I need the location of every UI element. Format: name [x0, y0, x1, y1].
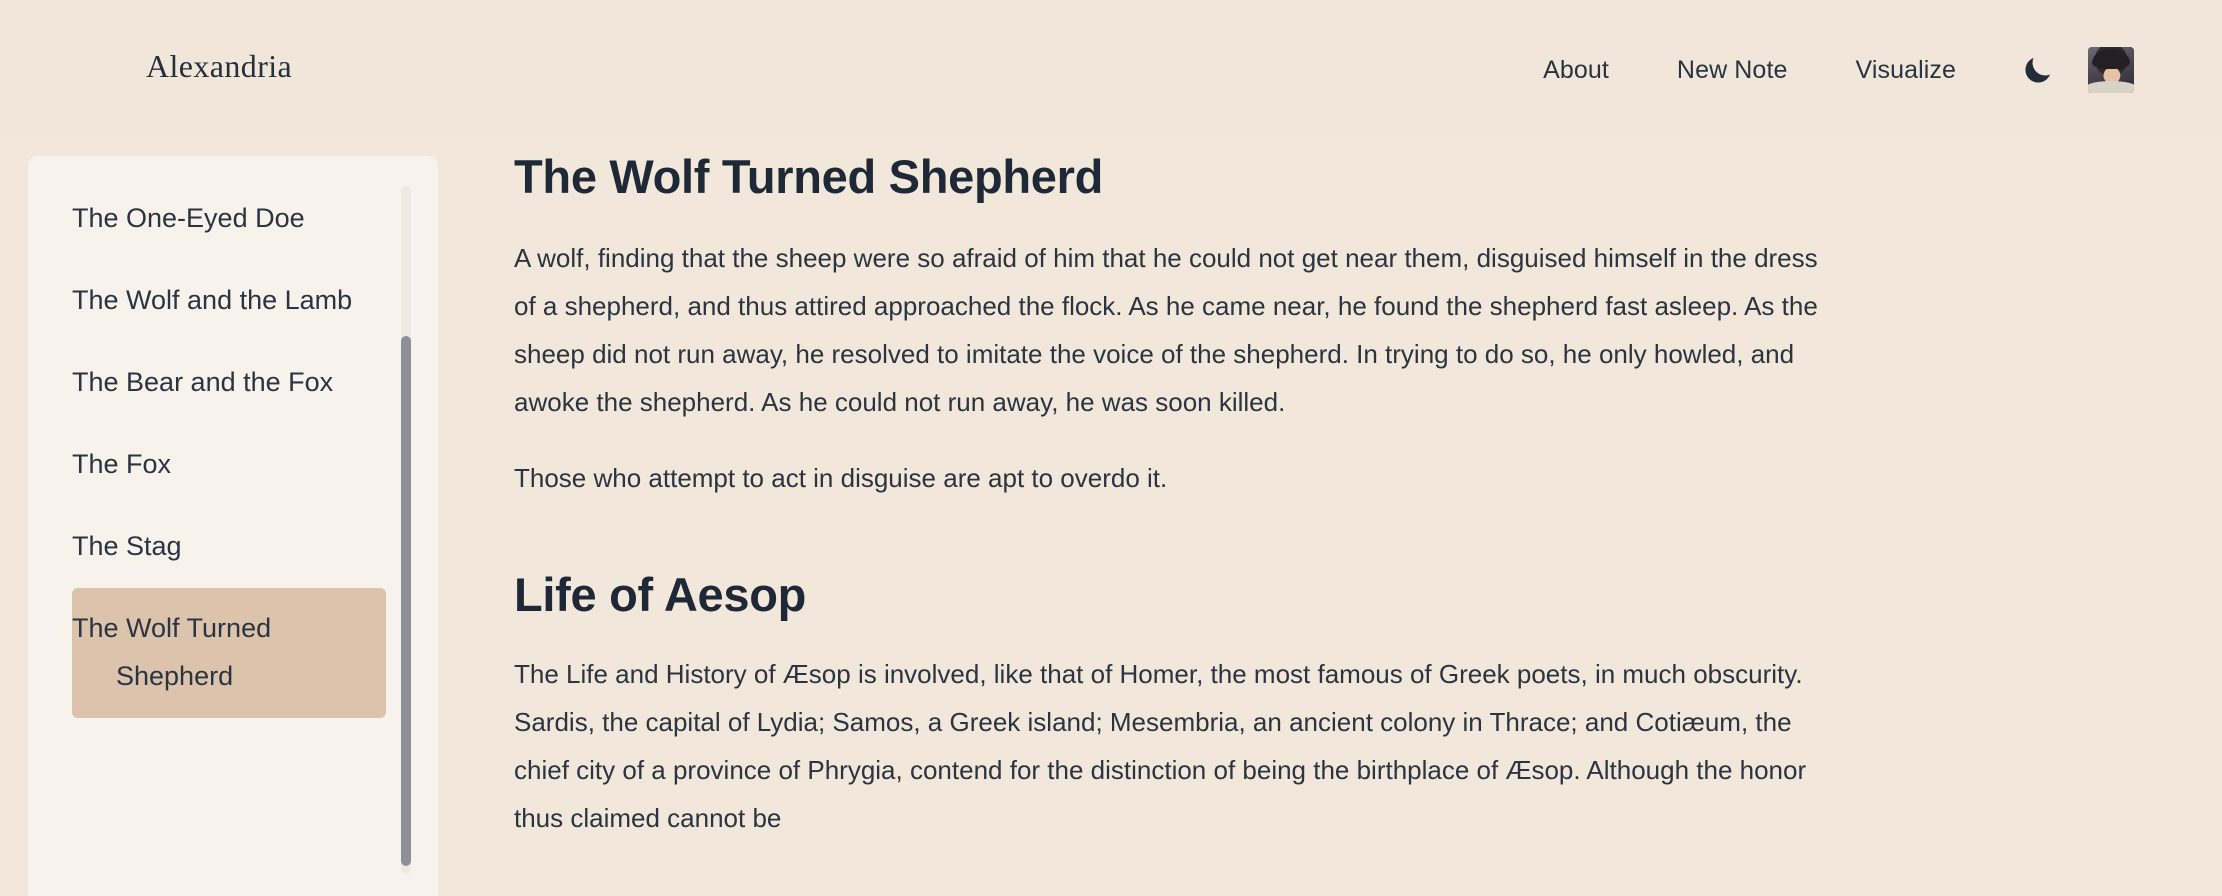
sidebar-item-the-wolf-turned-shepherd[interactable]: The Wolf Turned Shepherd: [72, 588, 386, 718]
note-paragraph: A wolf, finding that the sheep were so afraid of him that he could not get near them, disguised himself in the dress of a shepherd, and thus attired approached the flock. As he came near, he found the shepherd fast asleep. As the sheep did not run away, he resolved to imitate the voice of the shepherd. In trying to do so, he only howled, and awoke the shepherd. As he could not run away, he was soon killed.: [514, 243, 1818, 418]
section-title-life-of-aesop: Life of Aesop: [514, 568, 807, 622]
note-content: [514, 150, 1914, 889]
app-brand[interactable]: Alexandria: [146, 48, 293, 84]
page-title: The Wolf Turned Shepherd: [514, 150, 1103, 203]
nav-visualize[interactable]: Visualize: [1855, 55, 1956, 84]
top-navigation: [1509, 44, 2134, 96]
note-moral: Those who attempt to act in disguise are apt to overdo it.: [514, 463, 1168, 494]
avatar-hair: [2092, 49, 2130, 69]
sidebar-item-the-stag[interactable]: The Stag: [72, 531, 182, 561]
notes-list: [28, 178, 438, 896]
sidebar-scrollbar-track[interactable]: [401, 186, 411, 874]
sidebar-item-the-wolf-and-the-lamb[interactable]: The Wolf and the Lamb: [72, 285, 353, 315]
nav-new-note[interactable]: New Note: [1676, 55, 1788, 84]
section-paragraph: The Life and History of Æsop is involved, like that of Homer, the most famous of Greek poets, in much obscurity. Sardis, the capital of Lydia; Samos, a Greek island; Mesembria, an ancient colony in Thrace; and Cotiæum, the chief city of a province of Phrygia, contend for the distinction of being the birthplace of Æsop. Although the honor thus claimed cannot be: [514, 659, 1807, 834]
nav-about[interactable]: About: [1543, 55, 1609, 84]
notes-sidebar: [28, 156, 438, 896]
sidebar-item-the-one-eyed-doe[interactable]: The One-Eyed Doe: [72, 203, 305, 233]
user-avatar[interactable]: [2088, 47, 2134, 93]
avatar-shoulders: [2088, 81, 2134, 93]
moon-icon[interactable]: [2012, 44, 2064, 96]
sidebar-item-the-bear-and-the-fox[interactable]: The Bear and the Fox: [72, 367, 334, 397]
sidebar-item-the-fox[interactable]: The Fox: [72, 449, 172, 479]
sidebar-scrollbar-thumb[interactable]: [401, 336, 411, 866]
top-bar: [0, 0, 2222, 141]
